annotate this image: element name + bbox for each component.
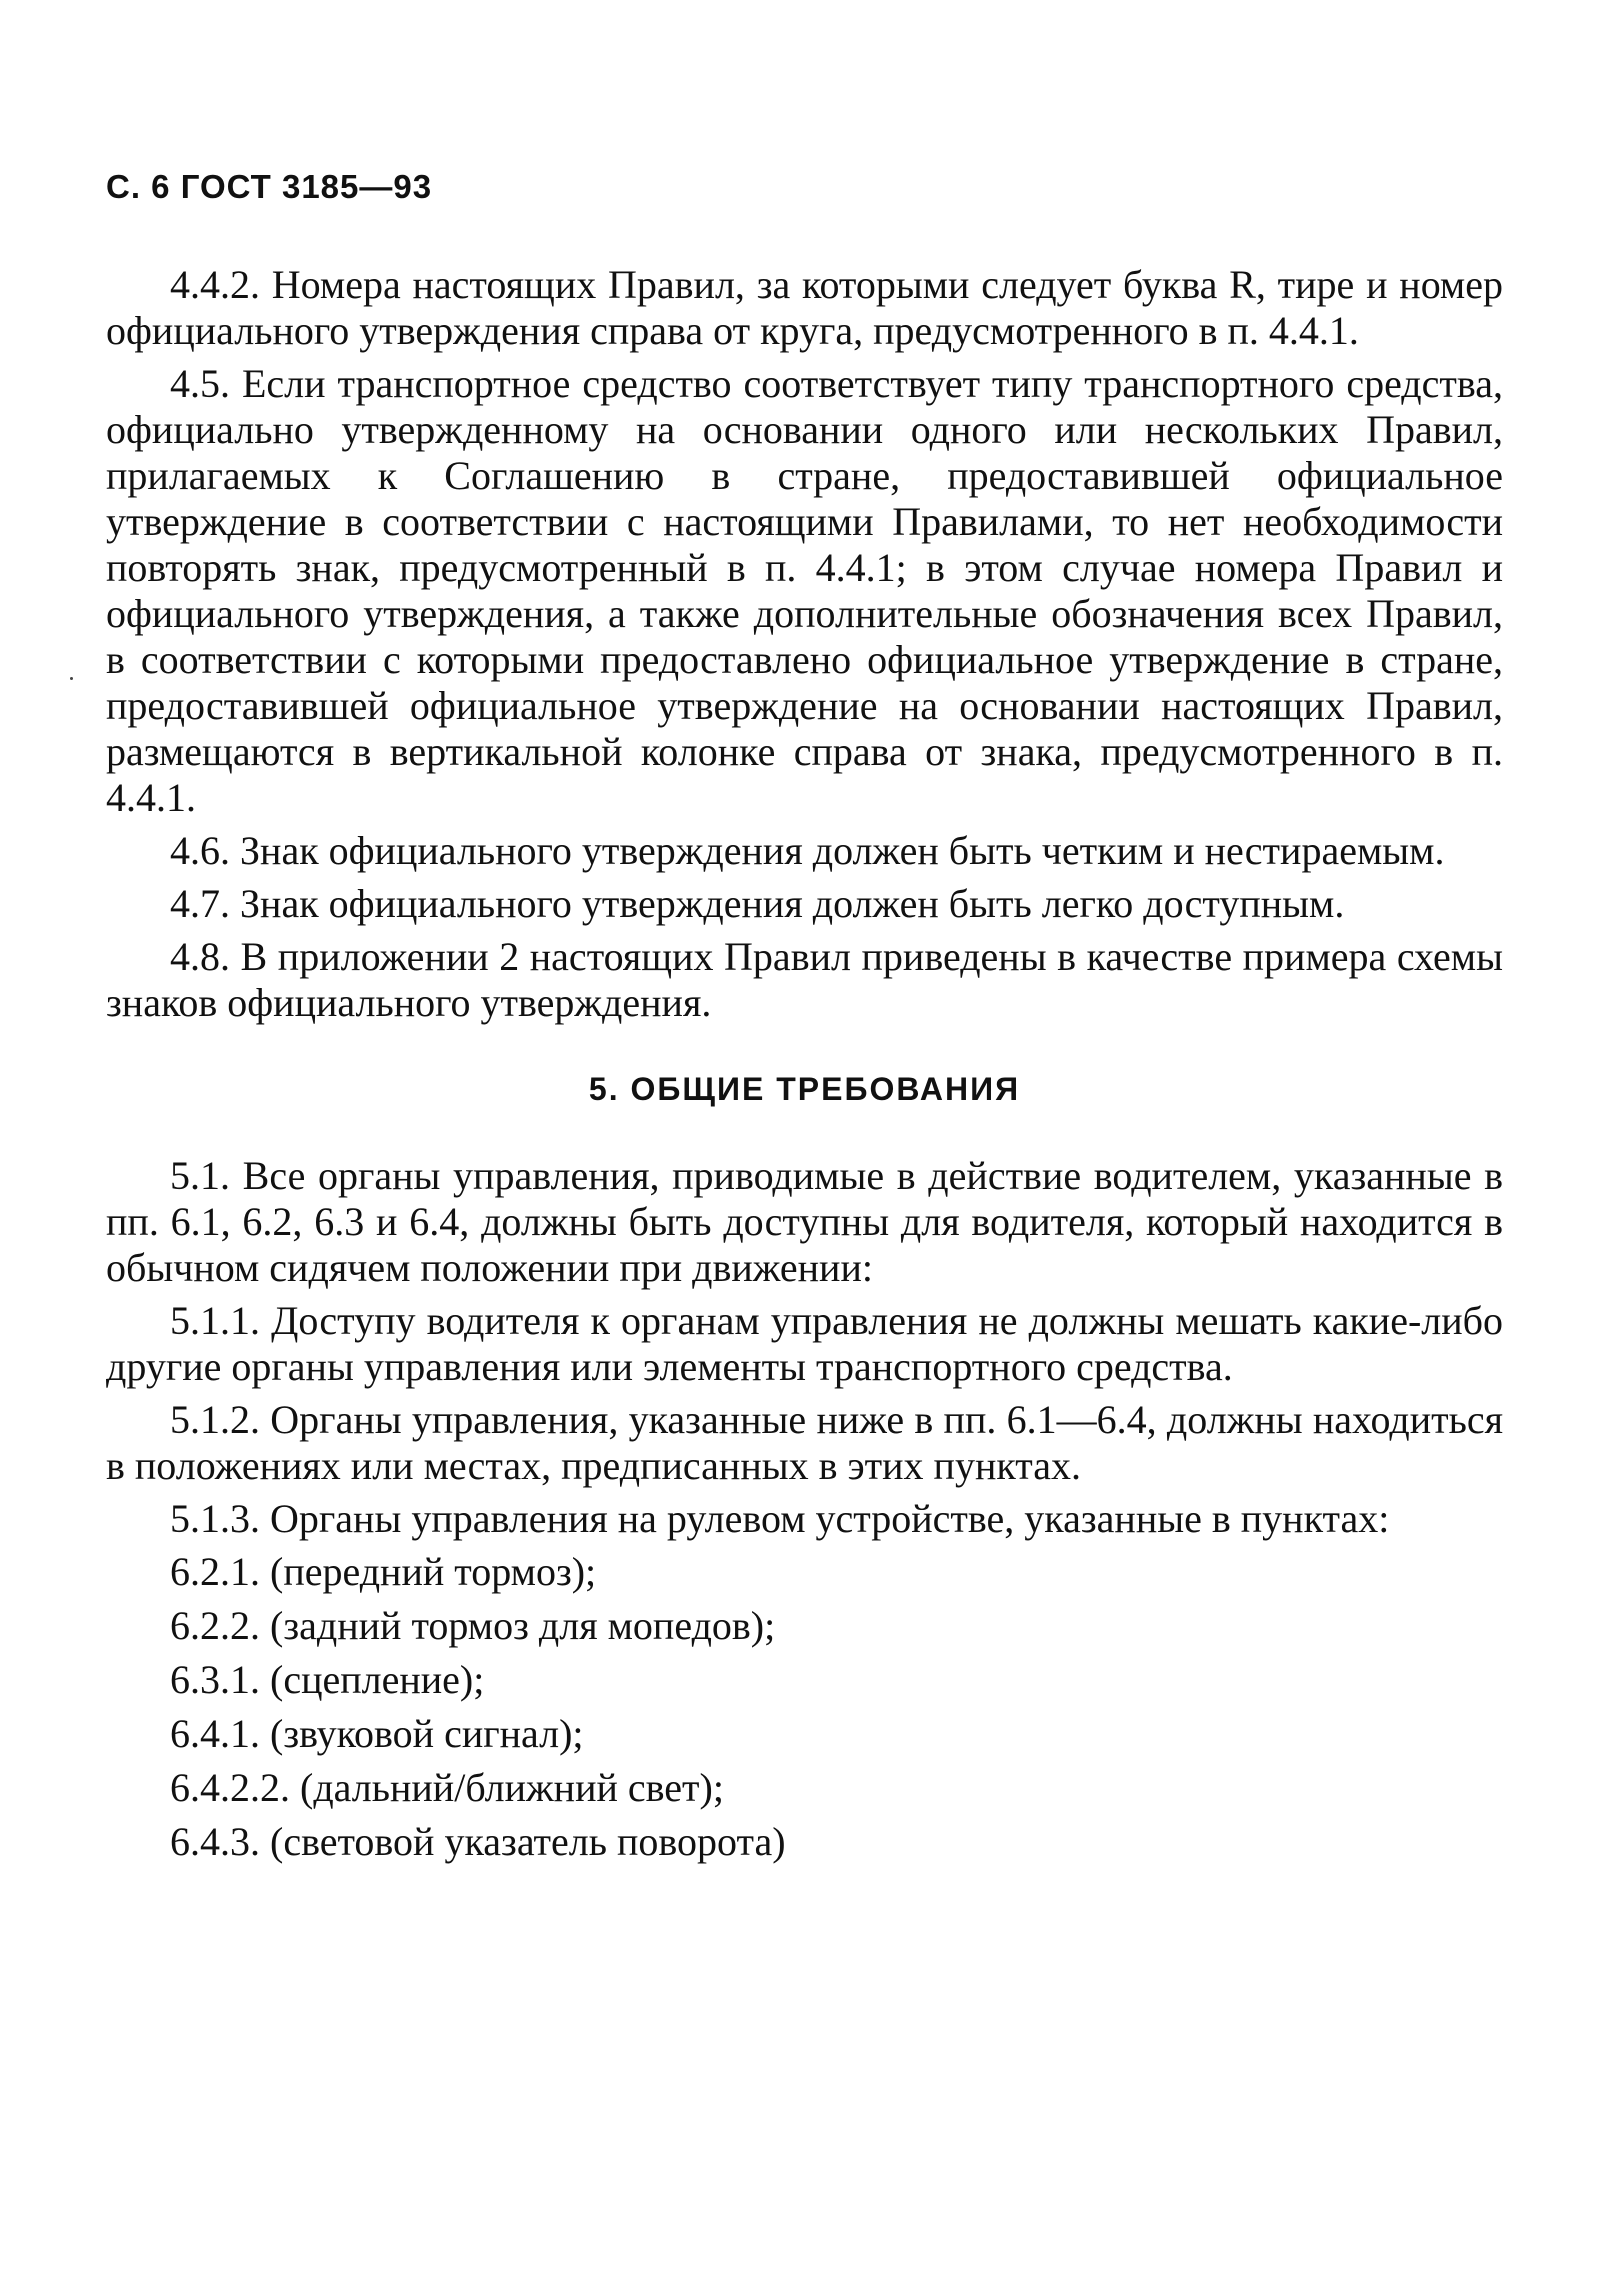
list-item: 6.4.3. (световой указатель поворота) [170, 1819, 786, 1864]
paragraph-4-7: 4.7. Знак официального утверждения должен быть легко доступным. [170, 881, 1345, 926]
list-item: 6.4.1. (звуковой сигнал); [170, 1711, 584, 1756]
paragraph-4-6: 4.6. Знак официального утверждения должен быть четким и нестираемым. [170, 828, 1445, 873]
control-list [106, 1549, 1503, 1865]
list-item: 6.4.2.2. (дальний/ближний свет); [170, 1765, 724, 1810]
section-heading: 5. ОБЩИЕ ТРЕБОВАНИЯ [588, 1071, 1021, 1107]
list-item: 6.3.1. (сцепление); [170, 1657, 485, 1702]
scan-speck [70, 677, 73, 680]
body-text [106, 262, 1503, 1873]
paragraph-4-5: 4.5. Если транспортное средство соответствует типу транспортного средства, официально утвержденному на основании одного или нескольких Правил, прилагаемых к Соглашению в стране, предоставившей официальное утверждение в соответствии с настоящими Правилами, то нет необходимости повторять знак, предусмотренный в п. 4.4.1; в этом случае номера Правил и официального утверждения, а также дополнительные обозначения всех Правил, в соответствии с которыми предоставлено официальное утверждение в стране, предоставившей официальное утверждение на основании настоящих Правил, размещаются в вертикальной колонке справа от знака, предусмотренного в п. 4.4.1. [106, 361, 1503, 820]
paragraph-5-1: 5.1. Все органы управления, приводимые в действие водителем, указанные в пп. 6.1, 6.2, 6.3 и 6.4, должны быть доступны для водителя, который находится в обычном сидячем положении при движении: [106, 1153, 1503, 1290]
list-item: 6.2.1. (передний тормоз); [170, 1549, 597, 1594]
paragraph-4-4-2: 4.4.2. Номера настоящих Правил, за которыми следует буква R, тире и номер официального утверждения справа от круга, предусмотренного в п. 4.4.1. [106, 262, 1503, 353]
running-head: С. 6 ГОСТ 3185—93 [106, 168, 433, 205]
paragraph-5-1-3: 5.1.3. Органы управления на рулевом устройстве, указанные в пунктах: [170, 1496, 1390, 1541]
list-item: 6.2.2. (задний тормоз для мопедов); [170, 1603, 776, 1648]
paragraph-4-8: 4.8. В приложении 2 настоящих Правил приведены в качестве примера схемы знаков официального утверждения. [106, 934, 1503, 1025]
paragraph-5-1-1: 5.1.1. Доступу водителя к органам управления не должны мешать какие-либо другие органы управления или элементы транспортного средства. [106, 1298, 1503, 1389]
paragraph-5-1-2: 5.1.2. Органы управления, указанные ниже в пп. 6.1—6.4, должны находиться в положениях или местах, предписанных в этих пунктах. [106, 1397, 1503, 1488]
